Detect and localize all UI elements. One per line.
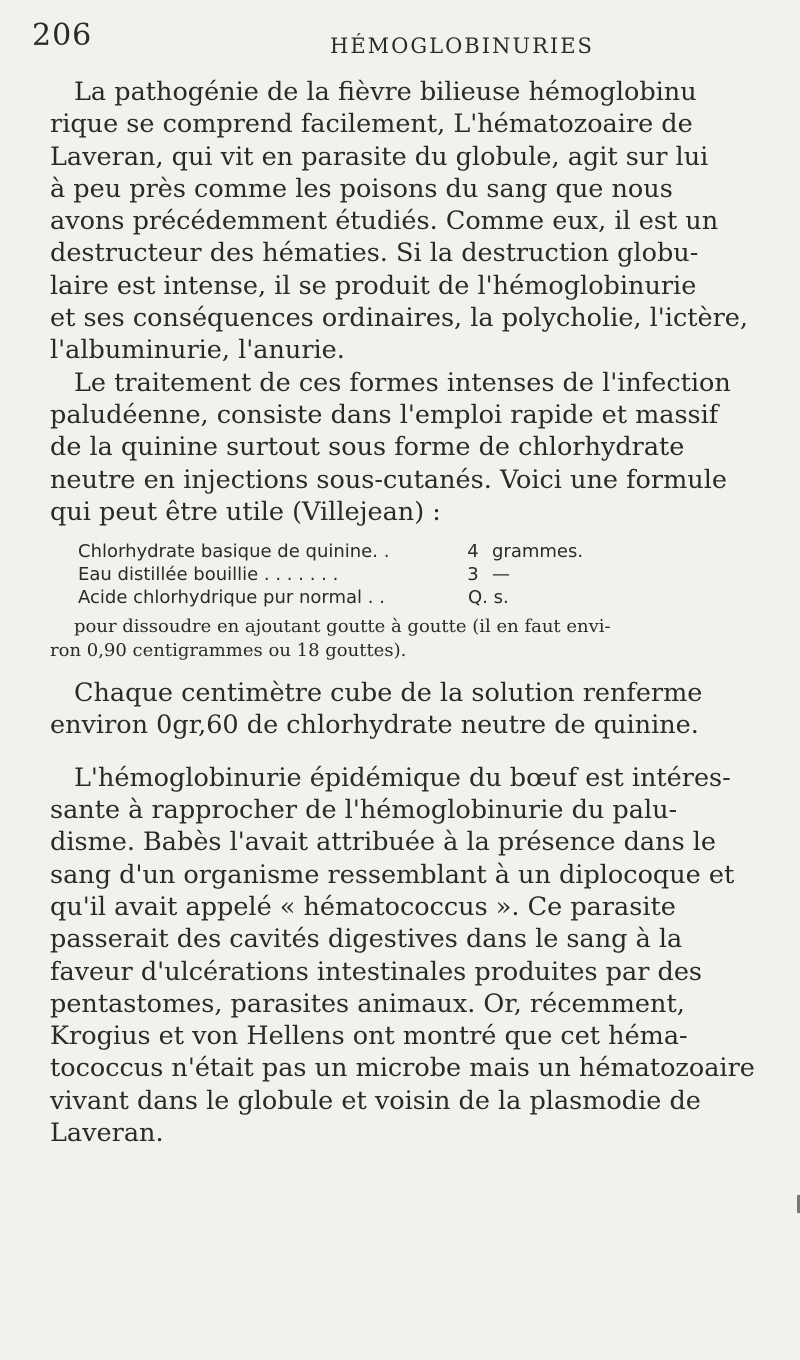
formula-row <box>78 540 770 563</box>
text-line: pentastomes, parasites animaux. Or, récemment, <box>50 988 685 1019</box>
text-line: qu'il avait appelé « hématococcus ». Ce parasite <box>50 891 676 922</box>
ingredient-name: Eau distillée bouillie . . . . . . . <box>78 564 339 586</box>
formula-row <box>78 586 770 609</box>
page-body <box>50 76 770 1149</box>
paragraph-traitement <box>50 367 770 528</box>
formula-row <box>78 563 770 586</box>
text-line: paludéenne, consiste dans l'emploi rapide et massif <box>50 399 719 430</box>
ingredient-quantity: 3 <box>467 564 479 586</box>
text-line: disme. Babès l'avait attribuée à la présence dans le <box>50 827 717 858</box>
page-header <box>0 18 800 58</box>
text-line: Laveran, qui vit en parasite du globule, agit sur lui <box>50 141 709 172</box>
text-line: sante à rapprocher de l'hémoglobinurie du palu- <box>50 795 678 826</box>
text-line: La pathogénie de la fièvre bilieuse hémoglobinu <box>74 77 697 107</box>
paragraph-hemoglobinurie-boeuf <box>50 762 770 1150</box>
prescription-formula <box>78 540 770 609</box>
text-line: avons précédemment étudiés. Comme eux, il est un <box>50 206 719 237</box>
ingredient-name: Acide chlorhydrique pur normal . . <box>78 587 385 609</box>
text-line: Chaque centimètre cube de la solution renferme <box>74 678 703 709</box>
text-line: et ses conséquences ordinaires, la polycholie, l'ictère, <box>50 303 748 334</box>
ingredient-unit <box>528 586 532 609</box>
text-line: Le traitement de ces formes intenses de l'infection <box>74 367 731 398</box>
text-line: rique se comprend facilement, L'hématozoaire de <box>50 109 693 140</box>
ingredient-unit: — <box>492 564 510 586</box>
text-line: destructeur des hématies. Si la destruction globu- <box>50 238 699 269</box>
text-line: faveur d'ulcérations intestinales produites par des <box>50 956 702 987</box>
page-number: 206 <box>32 18 93 53</box>
ingredient-unit: grammes. <box>492 541 584 563</box>
note-line: pour dissoudre en ajoutant goutte à goutte (il en faut envi- <box>74 616 611 638</box>
paragraph-centimetre-cube <box>50 677 770 742</box>
text-line: à peu près comme les poisons du sang que nous <box>50 173 673 204</box>
text-line: de la quinine surtout sous forme de chlorhydrate <box>50 432 685 463</box>
note-line: ron 0,90 centigrammes ou 18 gouttes). <box>50 640 407 662</box>
formula-note <box>50 615 770 663</box>
text-line: qui peut être utile (Villejean) : <box>50 496 441 527</box>
text-line: Krogius et von Hellens ont montré que cet héma- <box>50 1021 688 1052</box>
text-line: vivant dans le globule et voisin de la plasmodie de <box>50 1085 701 1116</box>
text-line: environ 0gr,60 de chlorhydrate neutre de quinine. <box>50 710 699 741</box>
text-line: passerait des cavités digestives dans le sang à la <box>50 924 683 955</box>
text-line: laire est intense, il se produit de l'hémoglobinurie <box>50 270 697 301</box>
running-title: HÉMOGLOBINURIES <box>330 34 594 58</box>
ingredient-quantity: 4 <box>467 541 479 563</box>
ingredient-name: Chlorhydrate basique de quinine. . <box>78 541 390 563</box>
text-line: tococcus n'était pas un microbe mais un hématozoaire <box>50 1053 755 1084</box>
ingredient-quantity: Q. s. <box>468 587 509 609</box>
text-line: sang d'un organisme ressemblant à un diplocoque et <box>50 859 735 890</box>
text-line: Laveran. <box>50 1118 164 1149</box>
text-line: neutre en injections sous-cutanés. Voici une formule <box>50 464 727 495</box>
text-line: l'albuminurie, l'anurie. <box>50 335 345 366</box>
text-line: L'hémoglobinurie épidémique du bœuf est intéres- <box>74 762 731 793</box>
paragraph-pathogenie <box>50 76 770 367</box>
